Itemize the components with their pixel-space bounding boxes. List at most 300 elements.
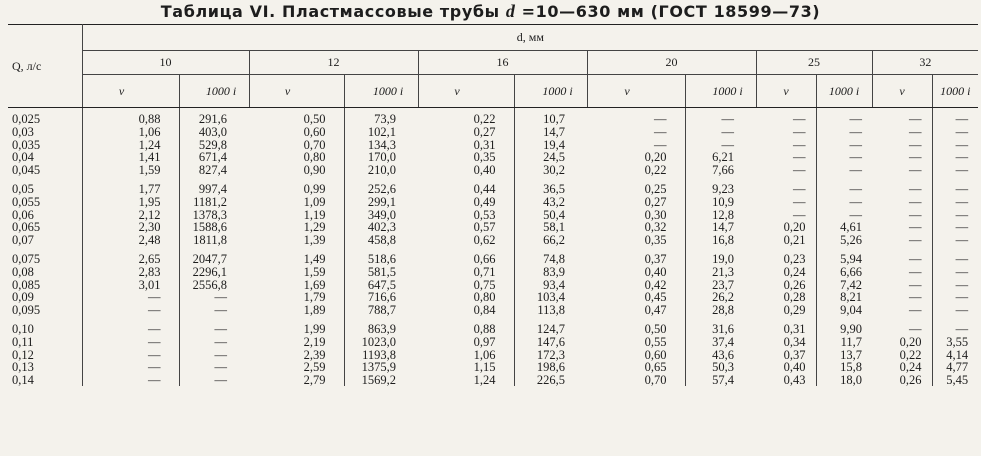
velocity-cell: — [148,291,161,304]
head-loss-cell: 124,7 [514,323,587,336]
table-row [8,279,978,292]
table-row [8,221,978,234]
velocity-cell: 0,70 [644,373,667,387]
head-loss-header: 1000 i [685,75,756,108]
velocity-cell: 2,59 [303,361,326,374]
diameter-12: 12 [249,51,418,75]
head-loss-cell: — [932,183,978,196]
head-loss-cell: 252,6 [344,183,418,196]
table-row [8,164,978,177]
flow-rate-cell: 0,14 [8,374,82,387]
table-header [8,25,978,108]
velocity-cell: 1,89 [303,303,326,317]
velocity-cell: 0,47 [644,303,667,317]
head-loss-cell: 2296,1 [179,266,249,279]
head-loss-cell: — [179,291,249,304]
flow-rate-cell: 0,055 [8,196,82,209]
head-loss-cell: 58,1 [514,221,587,234]
head-loss-cell: 671,4 [179,151,249,164]
spacer-cell [344,176,418,183]
spacer-cell [816,176,872,183]
head-loss-cell: 210,0 [344,164,418,177]
velocity-header: v [872,75,932,108]
velocity-cell: 0,22 [473,112,496,126]
velocity-cell: 0,21 [783,233,806,247]
spacer-cell [872,316,932,323]
velocity-cell: 0,24 [783,265,806,279]
head-loss-cell: 113,8 [514,304,587,317]
velocity-cell: 0,24 [899,361,922,374]
velocity-cell: — [909,208,922,222]
table-row [8,323,978,336]
diameter-header: d, мм [82,25,978,51]
velocity-header: v [82,75,179,108]
spacer-cell [816,316,872,323]
head-loss-cell: 134,3 [344,139,418,152]
velocity-cell: — [148,303,161,317]
spacer-cell [932,316,978,323]
velocity-cell: 0,37 [644,253,667,266]
head-loss-cell: — [816,183,872,196]
spacer-cell [756,176,816,183]
head-loss-cell: 1378,3 [179,209,249,222]
velocity-cell: — [909,183,922,196]
velocity-cell: — [909,265,922,279]
head-loss-cell: — [932,164,978,177]
head-loss-cell: 4,14 [932,349,978,362]
velocity-cell: 0,70 [303,138,326,152]
velocity-cell: 0,66 [473,253,496,266]
velocity-cell: 0,60 [303,126,326,139]
head-loss-cell: 788,7 [344,304,418,317]
head-loss-cell: 66,2 [514,234,587,247]
velocity-cell: 0,44 [473,183,496,196]
head-loss-cell: 226,5 [514,374,587,387]
velocity-cell: 0,22 [899,348,922,362]
head-loss-cell: 37,4 [685,336,756,349]
velocity-cell: — [909,253,922,266]
spacer-cell [685,246,756,253]
velocity-cell: 0,27 [473,126,496,139]
spacer-cell [179,176,249,183]
head-loss-cell: 581,5 [344,266,418,279]
head-loss-cell: 50,4 [514,209,587,222]
diameter-25: 25 [756,51,872,75]
head-loss-cell: 349,0 [344,209,418,222]
head-loss-cell: — [932,291,978,304]
velocity-cell: — [909,291,922,304]
velocity-cell: — [909,126,922,139]
flow-rate-cell: 0,07 [8,234,82,247]
head-loss-cell: 12,8 [685,209,756,222]
velocity-cell: — [654,138,667,152]
velocity-cell: — [148,348,161,362]
velocity-cell: — [909,138,922,152]
head-loss-cell: — [932,304,978,317]
velocity-cell: 0,71 [473,265,496,279]
head-loss-cell: 172,3 [514,349,587,362]
head-loss-cell: 26,2 [685,291,756,304]
head-loss-cell: 10,9 [685,196,756,209]
head-loss-cell: — [816,108,872,127]
flow-rate-cell: 0,12 [8,349,82,362]
velocity-cell: — [793,183,806,196]
velocity-header: v [418,75,514,108]
flow-rate-cell: 0,10 [8,323,82,336]
head-loss-cell: 458,8 [344,234,418,247]
head-loss-cell: — [932,266,978,279]
head-loss-cell: 28,8 [685,304,756,317]
velocity-cell: 0,42 [644,278,667,292]
velocity-cell: 0,90 [303,163,326,177]
head-loss-cell: 43,2 [514,196,587,209]
head-loss-cell: 147,6 [514,336,587,349]
velocity-cell: — [909,151,922,164]
head-loss-cell: 1181,2 [179,196,249,209]
head-loss-header: 1000 i [344,75,418,108]
head-loss-cell: 7,42 [816,279,872,292]
velocity-cell: 0,32 [644,221,667,234]
spacer-cell [816,246,872,253]
velocity-cell: — [909,233,922,247]
head-loss-cell: — [816,209,872,222]
spacer-cell [179,246,249,253]
head-loss-cell: 827,4 [179,164,249,177]
head-loss-cell: 3,55 [932,336,978,349]
spacer-cell [418,316,514,323]
spacer-cell [8,246,82,253]
head-loss-cell: 170,0 [344,151,418,164]
head-loss-cell: 4,77 [932,361,978,374]
velocity-cell: 0,34 [783,335,806,349]
title-suffix: =10—630 мм (ГОСТ 18599—73) [515,2,821,21]
head-loss-cell: — [179,349,249,362]
velocity-cell: — [793,126,806,139]
head-loss-cell: — [179,374,249,387]
velocity-cell: 0,22 [644,163,667,177]
velocity-cell: 0,43 [783,373,806,387]
head-loss-header: 1000 i [932,75,978,108]
flow-rate-cell: 0,11 [8,336,82,349]
spacer-cell [932,176,978,183]
diameter-16: 16 [418,51,587,75]
table-row [8,151,978,164]
head-loss-cell: 50,3 [685,361,756,374]
head-loss-cell: 291,6 [179,108,249,127]
velocity-cell: 1,77 [138,183,161,196]
head-loss-cell: 9,23 [685,183,756,196]
head-loss-cell: 1193,8 [344,349,418,362]
head-loss-cell: 863,9 [344,323,418,336]
head-loss-cell: 23,7 [685,279,756,292]
head-loss-cell: — [179,361,249,374]
head-loss-cell: — [816,151,872,164]
head-loss-cell: 19,4 [514,139,587,152]
head-loss-cell: 1588,6 [179,221,249,234]
velocity-cell: 0,28 [783,291,806,304]
head-loss-cell: 93,4 [514,279,587,292]
velocity-cell: 2,48 [138,233,161,247]
velocity-cell: 2,12 [138,208,161,222]
spacer-cell [587,246,685,253]
velocity-cell: 0,35 [473,151,496,164]
head-loss-cell: — [932,126,978,139]
spacer-cell [756,316,816,323]
spacer-cell [249,316,344,323]
spacer-cell [514,246,587,253]
flow-rate-cell: 0,06 [8,209,82,222]
velocity-cell: — [793,208,806,222]
head-loss-cell: — [932,279,978,292]
head-loss-cell: 402,3 [344,221,418,234]
velocity-cell: — [148,335,161,349]
velocity-cell: 1,59 [303,265,326,279]
table-body [8,108,978,387]
velocity-header: v [249,75,344,108]
velocity-cell: 2,19 [303,335,326,349]
velocity-cell: — [909,195,922,209]
velocity-cell: — [793,151,806,164]
table-row [8,304,978,317]
head-loss-cell: — [685,108,756,127]
head-loss-cell: 1811,8 [179,234,249,247]
head-loss-cell: 57,4 [685,374,756,387]
head-loss-cell: — [932,253,978,266]
velocity-cell: — [909,112,922,126]
velocity-cell: 0,20 [644,151,667,164]
spacer-cell [514,316,587,323]
head-loss-cell: 6,66 [816,266,872,279]
velocity-cell: — [793,195,806,209]
velocity-cell: 1,59 [138,163,161,177]
table-row [8,361,978,374]
velocity-cell: 0,40 [473,163,496,177]
head-loss-cell: 103,4 [514,291,587,304]
velocity-cell: — [909,278,922,292]
head-loss-cell: 4,61 [816,221,872,234]
head-loss-cell: 30,2 [514,164,587,177]
velocity-cell: 0,53 [473,208,496,222]
head-loss-cell: 403,0 [179,126,249,139]
spacer-cell [932,246,978,253]
head-loss-cell: 647,5 [344,279,418,292]
velocity-cell: 0,37 [783,348,806,362]
title-variable: d [505,1,516,21]
flow-rate-cell: 0,04 [8,151,82,164]
velocity-cell: — [793,112,806,126]
spacer-cell [344,246,418,253]
velocity-cell: 2,83 [138,265,161,279]
group-spacer [8,316,978,323]
head-loss-cell: 18,0 [816,374,872,387]
velocity-cell: 0,49 [473,195,496,209]
velocity-cell: 0,88 [138,112,161,126]
table-row [8,183,978,196]
pipe-table [8,24,978,386]
velocity-cell: 1,19 [303,208,326,222]
head-loss-cell: 2047,7 [179,253,249,266]
spacer-cell [418,246,514,253]
velocity-cell: — [909,303,922,317]
spacer-cell [344,316,418,323]
head-loss-cell: — [932,234,978,247]
head-loss-cell: 43,6 [685,349,756,362]
velocity-cell: 1,06 [138,126,161,139]
spacer-cell [8,316,82,323]
velocity-cell: 1,99 [303,323,326,336]
head-loss-cell: 9,04 [816,304,872,317]
diameter-32: 32 [872,51,978,75]
head-loss-cell: 83,9 [514,266,587,279]
head-loss-cell: 7,66 [685,164,756,177]
velocity-header: v [587,75,685,108]
velocity-cell: — [909,323,922,336]
flow-rate-header: Q, л/с [8,25,82,108]
velocity-cell: 0,31 [473,138,496,152]
head-loss-cell: 5,26 [816,234,872,247]
spacer-cell [8,176,82,183]
head-loss-cell: — [932,196,978,209]
spacer-cell [587,316,685,323]
flow-rate-cell: 0,13 [8,361,82,374]
head-loss-cell: 529,8 [179,139,249,152]
spacer-cell [587,176,685,183]
spacer-cell [685,316,756,323]
table-row [8,126,978,139]
head-loss-cell: 11,7 [816,336,872,349]
velocity-cell: 1,15 [473,361,496,374]
velocity-cell: — [793,163,806,177]
head-loss-cell: 14,7 [685,221,756,234]
flow-rate-cell: 0,05 [8,183,82,196]
spacer-cell [514,176,587,183]
head-loss-cell: — [932,139,978,152]
head-loss-cell: — [932,108,978,127]
velocity-cell: — [148,361,161,374]
head-loss-cell: 5,94 [816,253,872,266]
velocity-cell: 2,65 [138,253,161,266]
velocity-cell: 0,80 [303,151,326,164]
velocity-cell: 1,39 [303,233,326,247]
head-loss-cell: 8,21 [816,291,872,304]
velocity-cell: 0,25 [644,183,667,196]
head-loss-cell: 73,9 [344,108,418,127]
group-spacer [8,246,978,253]
velocity-cell: 1,06 [473,348,496,362]
head-loss-header: 1000 i [179,75,249,108]
table-row [8,291,978,304]
velocity-cell: 0,60 [644,348,667,362]
flow-rate-cell: 0,095 [8,304,82,317]
table-row [8,374,978,387]
head-loss-header: 1000 i [514,75,587,108]
head-loss-cell: — [816,126,872,139]
velocity-cell: 2,79 [303,373,326,387]
velocity-cell: 0,40 [783,361,806,374]
head-loss-cell: — [179,304,249,317]
head-loss-cell: 1375,9 [344,361,418,374]
velocity-cell: — [654,112,667,126]
velocity-cell: 0,20 [783,221,806,234]
head-loss-header: 1000 i [816,75,872,108]
spacer-cell [418,176,514,183]
head-loss-cell: 31,6 [685,323,756,336]
velocity-cell: 0,40 [644,265,667,279]
spacer-cell [249,176,344,183]
head-loss-cell: 2556,8 [179,279,249,292]
velocity-cell: — [909,163,922,177]
velocity-cell: — [654,126,667,139]
spacer-cell [756,246,816,253]
velocity-cell: 1,29 [303,221,326,234]
velocity-cell: 0,29 [783,303,806,317]
spacer-cell [82,316,179,323]
velocity-cell: 1,69 [303,278,326,292]
velocity-cell: 0,20 [899,335,922,349]
spacer-cell [179,316,249,323]
velocity-cell: 0,35 [644,233,667,247]
head-loss-cell: 1023,0 [344,336,418,349]
head-loss-cell: — [816,196,872,209]
head-loss-cell: 19,0 [685,253,756,266]
head-loss-cell: — [932,221,978,234]
flow-rate-cell: 0,085 [8,279,82,292]
flow-rate-cell: 0,03 [8,126,82,139]
head-loss-cell: 102,1 [344,126,418,139]
table-title [0,1,981,22]
head-loss-cell: 21,3 [685,266,756,279]
velocity-cell: — [793,138,806,152]
head-loss-cell: 518,6 [344,253,418,266]
diameter-20: 20 [587,51,756,75]
head-loss-cell: 14,7 [514,126,587,139]
velocity-cell: 1,49 [303,253,326,266]
velocity-cell: 3,01 [138,278,161,292]
velocity-cell: 1,09 [303,195,326,209]
head-loss-cell: — [816,164,872,177]
head-loss-cell: 5,45 [932,374,978,387]
velocity-cell: 0,23 [783,253,806,266]
head-loss-cell: — [685,139,756,152]
table-row [8,196,978,209]
spacer-cell [872,176,932,183]
velocity-cell: 0,62 [473,233,496,247]
head-loss-cell: 13,7 [816,349,872,362]
velocity-cell: 0,65 [644,361,667,374]
table-row [8,349,978,362]
velocity-cell: — [148,323,161,336]
velocity-cell: 1,79 [303,291,326,304]
table-row [8,209,978,222]
flow-rate-cell: 0,08 [8,266,82,279]
table-row [8,253,978,266]
flow-rate-cell: 0,025 [8,108,82,127]
head-loss-cell: 198,6 [514,361,587,374]
head-loss-cell: 74,8 [514,253,587,266]
head-loss-cell: 1569,2 [344,374,418,387]
velocity-cell: 0,55 [644,335,667,349]
velocity-cell: 0,80 [473,291,496,304]
velocity-cell: 0,30 [644,208,667,222]
velocity-cell: 1,95 [138,195,161,209]
spacer-cell [872,246,932,253]
flow-rate-cell: 0,045 [8,164,82,177]
head-loss-cell: — [685,126,756,139]
velocity-cell: 0,84 [473,303,496,317]
head-loss-cell: 299,1 [344,196,418,209]
spacer-cell [685,176,756,183]
velocity-cell: 0,45 [644,291,667,304]
